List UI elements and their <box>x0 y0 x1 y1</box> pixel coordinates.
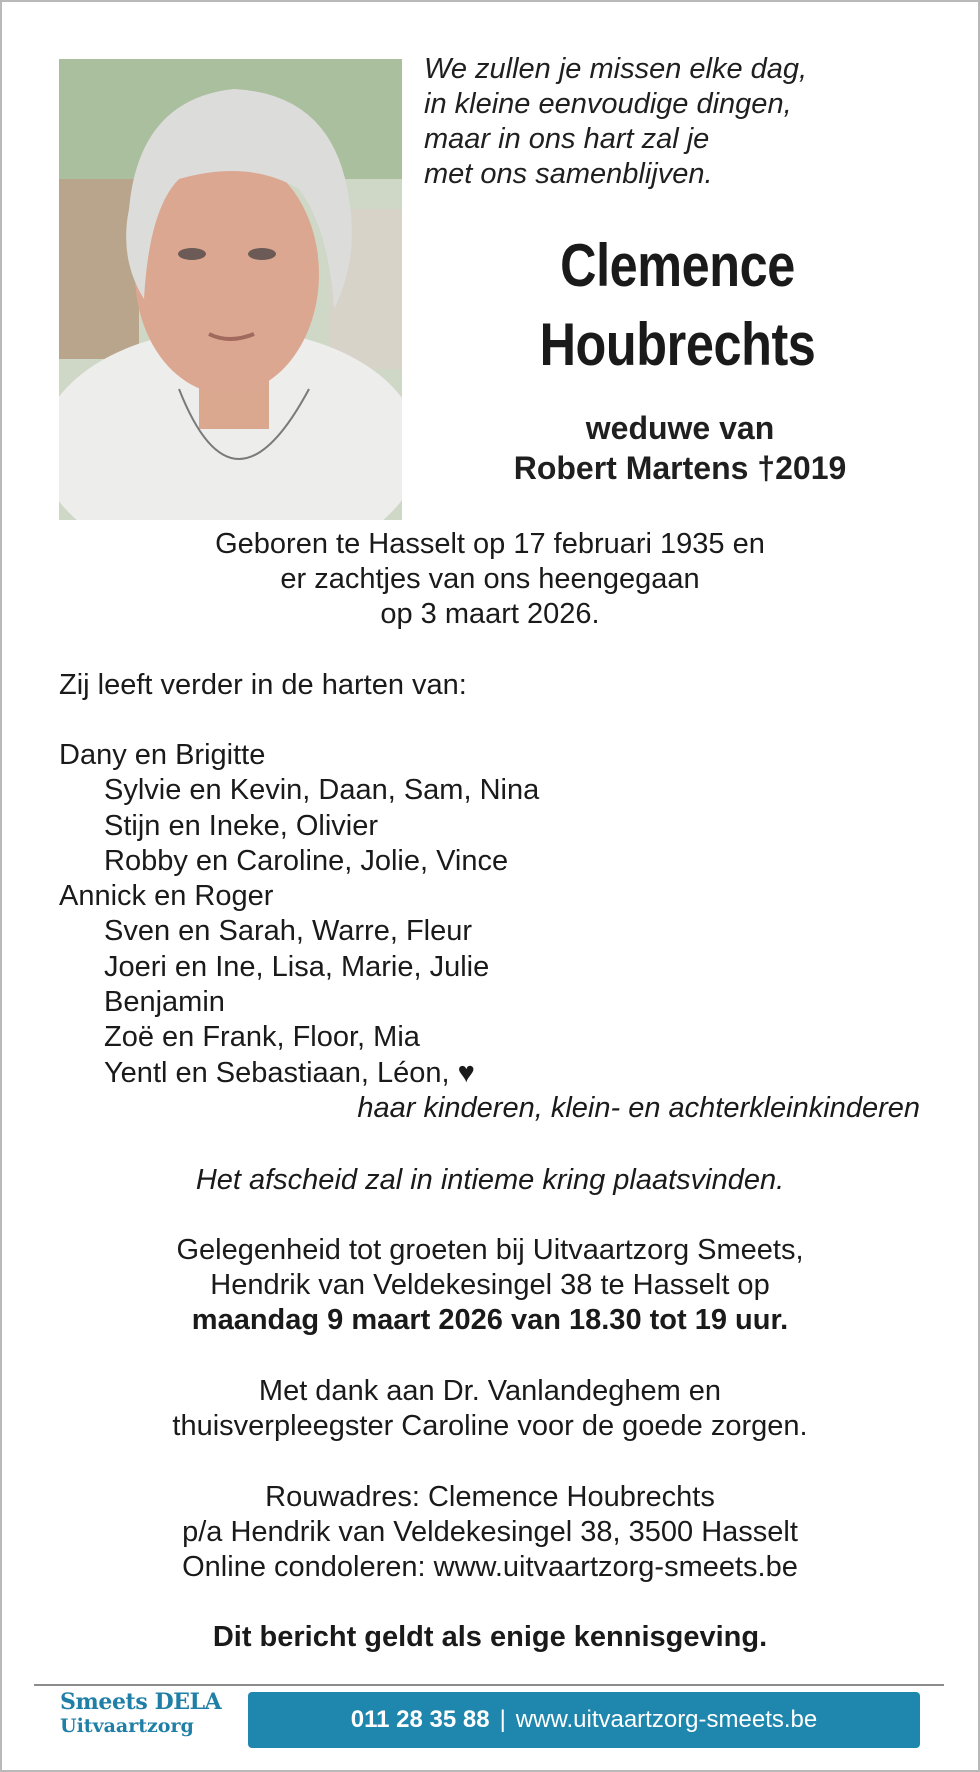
family-row: Joeri en Ine, Lisa, Marie, Julie <box>104 950 490 983</box>
family-row: Sylvie en Kevin, Daan, Sam, Nina <box>104 774 540 807</box>
footer-divider <box>34 1684 944 1686</box>
family-row: Benjamin <box>104 986 225 1019</box>
mourning-address <box>0 1480 980 1585</box>
visitation-line: Gelegenheid tot groeten bij Uitvaartzorg Smeets, <box>176 1234 804 1266</box>
thanks-line: Met dank aan Dr. Vanlandeghem en <box>258 1375 722 1407</box>
poem-line: in kleine eenvoudige dingen, <box>424 88 792 120</box>
poem-line: maar in ons hart zal je <box>424 123 710 155</box>
birth-line: er zachtjes van ons heengegaan <box>280 563 700 595</box>
poem-line: met ons samenblijven. <box>424 158 713 190</box>
logo-subtitle: Uitvaartzorg <box>60 1715 194 1737</box>
widow-line: weduwe van <box>585 410 775 446</box>
family-row: Sven en Sarah, Warre, Fleur <box>104 915 473 948</box>
family-row: Dany en Brigitte <box>59 739 266 771</box>
family-row: Annick en Roger <box>59 880 274 913</box>
birth-line: op 3 maart 2026. <box>380 598 600 630</box>
notice-statement: Dit bericht geldt als enige kennisgeving. <box>212 1621 768 1653</box>
website-link[interactable]: www.uitvaartzorg-smeets.be <box>515 1706 818 1733</box>
phone-number[interactable]: 011 28 35 88 <box>350 1706 490 1733</box>
spouse-name: Robert Martens †2019 <box>513 450 847 486</box>
poem <box>424 52 884 192</box>
visitation-info <box>0 1233 980 1338</box>
poem-line: We zullen je missen elke dag, <box>424 53 808 85</box>
logo-brand: Smeets DELA <box>60 1689 222 1715</box>
address-line: Rouwadres: Clemence Houbrechts <box>265 1481 715 1513</box>
family-row: Stijn en Ineke, Olivier <box>104 809 379 842</box>
thanks-note <box>0 1374 980 1444</box>
first-name: Clemence <box>560 232 795 299</box>
address-line: p/a Hendrik van Veldekesingel 38, 3500 Hasselt <box>182 1516 798 1548</box>
visitation-line: Hendrik van Veldekesingel 38 te Hasselt op <box>210 1269 770 1301</box>
birth-line: Geboren te Hasselt op 17 februari 1935 en <box>215 528 765 560</box>
address-line: Online condoleren: www.uitvaartzorg-smeets.be <box>182 1551 798 1583</box>
last-name: Houbrechts <box>539 311 816 378</box>
portrait-illustration <box>59 59 402 520</box>
family-relation: haar kinderen, klein- en achterkleinkinderen <box>357 1092 920 1124</box>
smeets-dela-logo <box>60 1688 250 1738</box>
widow-of <box>440 408 920 488</box>
contact-bar <box>248 1692 920 1748</box>
family-row: Zoë en Frank, Floor, Mia <box>104 1021 420 1054</box>
portrait-photo <box>59 59 402 520</box>
thanks-line: thuisverpleegster Caroline voor de goede zorgen. <box>172 1410 808 1442</box>
family-list <box>59 738 539 1091</box>
birth-death-info <box>0 527 980 632</box>
contact-separator: | <box>499 1706 506 1733</box>
family-row: Yentl en Sebastiaan, Léon, ♥ <box>104 1056 475 1089</box>
deceased-name <box>503 226 852 384</box>
survived-by-intro: Zij leeft verder in de harten van: <box>59 669 467 701</box>
family-row: Robby en Caroline, Jolie, Vince <box>104 844 509 877</box>
farewell-note: Het afscheid zal in intieme kring plaatsvinden. <box>195 1164 785 1196</box>
visitation-date: maandag 9 maart 2026 van 18.30 tot 19 uur. <box>191 1304 789 1336</box>
